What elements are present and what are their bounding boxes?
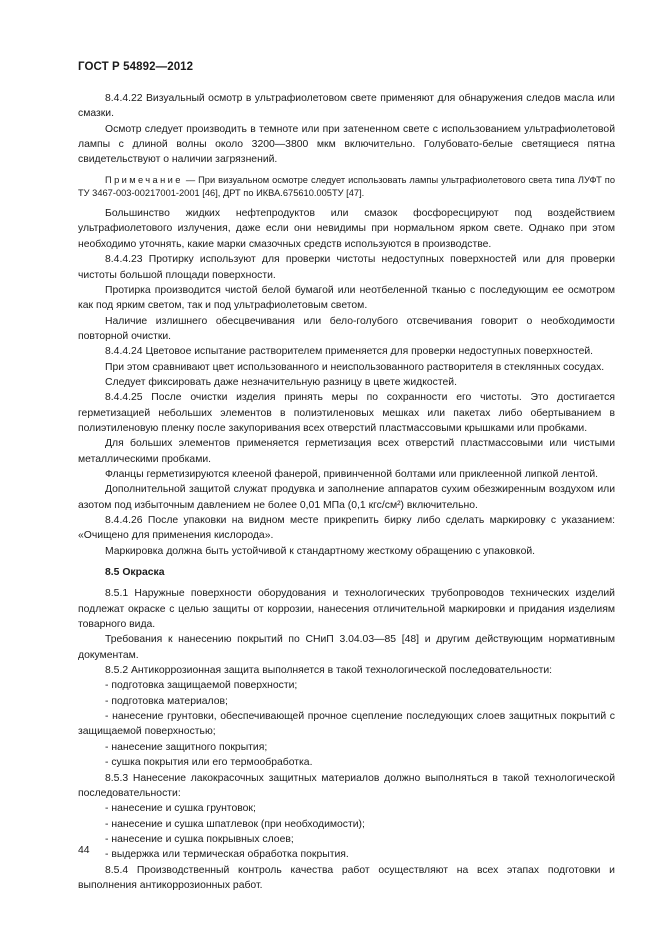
- note-text: — При визуальном осмотре следует использовать лампы ультрафиолетового света типа ЛУФТ по ТУ 3467-003-00217001-2001 [46], ДРТ по ИКВА.675610.005ТУ [47].: [78, 174, 615, 198]
- section-heading: 8.5 Окраска: [105, 567, 165, 579]
- list-item: - нанесение и сушка шпатлевок (при необходимости);: [105, 818, 365, 830]
- list-item: - нанесение защитного покрытия;: [105, 741, 268, 753]
- document-body: [78, 91, 615, 893]
- paragraph: 8.4.4.25 После очистки изделия принять меры по сохранности его чистоты. Это достигается герметизацией небольших элементов в полиэтиленовых мешках или пакетах либо обертыванием в полиэтиленовую пленку после закупоривания всех отверстий пластмассовыми крышками или пробками.: [78, 392, 615, 434]
- paragraph: При этом сравнивают цвет использованного и неиспользованного растворителя в стеклянных сосудах.: [105, 361, 605, 373]
- paragraph: Следует фиксировать даже незначительную разницу в цвете жидкостей.: [105, 376, 457, 388]
- list-item: - нанесение и сушка покрывных слоев;: [105, 833, 294, 845]
- note: [78, 174, 615, 200]
- list-item: - выдержка или термическая обработка покрытия.: [105, 849, 349, 861]
- paragraph: Большинство жидких нефтепродуктов или смазок фосфоресцируют под воздействием ультрафиолетового излучения, даже если они невидимы при нормальном ярком свете. Однако при этом необходимо уточнять, какие марки смазочных средств используются в производстве.: [78, 208, 615, 250]
- paragraph: Дополнительной защитой служат продувка и заполнение аппаратов сухим обезжиренным воздухом или азотом под избыточным давлением не более 0,01 МПа (0,1 кгс/см²) включительно.: [78, 484, 615, 511]
- paragraph: 8.4.4.26 После упаковки на видном месте прикрепить бирку либо сделать маркировку с указанием: «Очищено для применения кислорода».: [78, 515, 615, 542]
- paragraph: Фланцы герметизируются клееной фанерой, привинченной болтами или приклеенной липкой лентой.: [105, 468, 599, 480]
- paragraph: Для больших элементов применяется герметизация всех отверстий пластмассовыми или чистыми металлическими пробками.: [78, 438, 615, 465]
- paragraph: 8.4.4.22 Визуальный осмотр в ультрафиолетовом свете применяют для обнаружения следов масла или смазки.: [78, 93, 615, 120]
- page-number: 44: [78, 845, 90, 856]
- list-item: - нанесение грунтовки, обеспечивающей прочное сцепление последующих слоев защитных покрытий с защищаемой поверхностью;: [78, 711, 615, 738]
- paragraph: 8.4.4.24 Цветовое испытание растворителем применяется для проверки недоступных поверхностей.: [105, 346, 594, 358]
- list-item: - нанесение и сушка грунтовок;: [105, 803, 256, 815]
- note-label: Примечание: [105, 174, 183, 185]
- paragraph: 8.5.2 Антикоррозионная защита выполняется в такой технологической последовательности:: [105, 665, 553, 677]
- document-header: ГОСТ Р 54892—2012: [78, 61, 194, 73]
- paragraph: 8.5.1 Наружные поверхности оборудования и технологических трубопроводов технических изделий подлежат окраске с целью защиты от коррозии, нанесения отличительной маркировки и придания изделиям товарного вида.: [78, 588, 615, 631]
- list-item: - сушка покрытия или его термообработка.: [105, 757, 313, 769]
- list-item: - подготовка материалов;: [105, 695, 228, 707]
- paragraph: 8.5.4 Производственный контроль качества работ осуществляют на всех этапах подготовки и выполнения антикоррозионных работ.: [78, 864, 615, 891]
- paragraph: Наличие излишнего обесцвечивания или бело-голубого отсвечивания говорит о необходимости повторной очистки.: [78, 315, 615, 342]
- paragraph: 8.5.3 Нанесение лакокрасочных защитных материалов должно выполняться в такой технологической последовательности:: [78, 772, 615, 799]
- paragraph: 8.4.4.23 Протирку используют для проверки чистоты недоступных поверхностей или для проверки чистоты большой площади поверхности.: [78, 254, 615, 281]
- paragraph: Маркировка должна быть устойчивой к стандартному жесткому обращению с упаковкой.: [105, 545, 536, 557]
- list-item: - подготовка защищаемой поверхности;: [105, 680, 298, 692]
- paragraph: Требования к нанесению покрытий по СНиП 3.04.03—85 [48] и другим действующим нормативным документам.: [78, 634, 615, 661]
- paragraph: Осмотр следует производить в темноте или при затененном свете с использованием ультрафиолетовой лампы с длиной волны около 3200—3800 мкм включительно. Голубовато-белые светящиеся пятна свидетельствуют о наличии загрязнений.: [78, 123, 615, 166]
- paragraph: Протирка производится чистой белой бумагой или неотбеленной тканью с последующим ее осмотром как под ярким светом, так и под ультрафиолетовым светом.: [78, 284, 615, 312]
